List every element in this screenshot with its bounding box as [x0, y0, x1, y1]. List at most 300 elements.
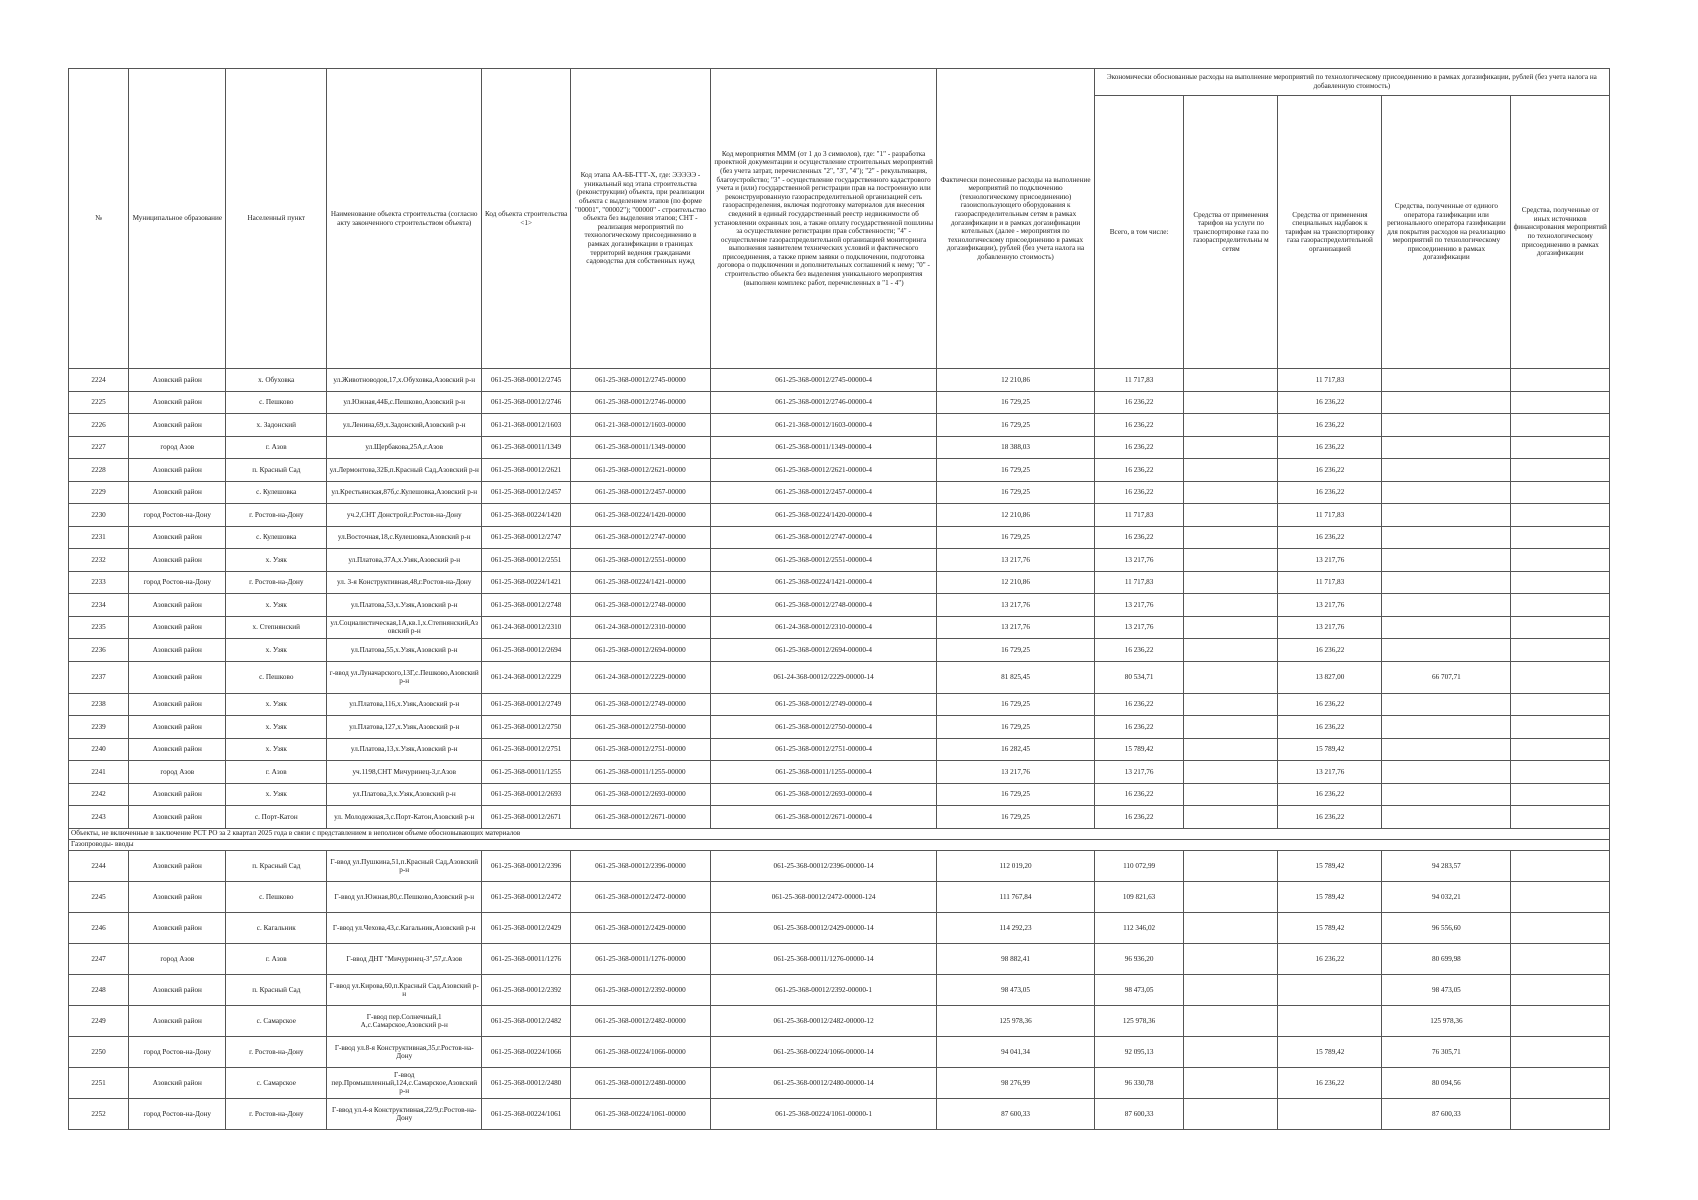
cell-object-code: 061-25-368-00012/2551	[482, 549, 571, 572]
cell-municipality: Азовский район	[129, 738, 226, 761]
cell-operator-funds	[1382, 693, 1511, 716]
cell-tariff-funds	[1184, 459, 1278, 482]
cell-tariff-funds	[1184, 716, 1278, 739]
cell-row-number: 2247	[69, 943, 129, 974]
cell-markup-funds: 16 236,22	[1278, 481, 1382, 504]
cell-operator-funds	[1382, 459, 1511, 482]
cell-object-code: 061-25-368-00012/2749	[482, 693, 571, 716]
cell-municipality: Азовский район	[129, 806, 226, 829]
cell-operator-funds: 87 600,33	[1382, 1098, 1511, 1129]
cell-object-code: 061-25-368-00012/2751	[482, 738, 571, 761]
cell-tariff-funds	[1184, 693, 1278, 716]
cell-event-code: 061-25-368-00011/1349-00000-4	[710, 436, 936, 459]
cell-total: 16 236,22	[1094, 716, 1184, 739]
cell-actual-costs: 12 210,86	[937, 369, 1094, 392]
cell-object-code: 061-25-368-00224/1066	[482, 1036, 571, 1067]
cell-stage-code: 061-25-368-00012/2746-00000	[570, 391, 710, 414]
cell-total: 11 717,83	[1094, 369, 1184, 392]
cell-actual-costs: 125 978,36	[937, 1005, 1094, 1036]
cell-tariff-funds	[1184, 738, 1278, 761]
cell-row-number: 2237	[69, 661, 129, 693]
col-stage-code-header: Код этапа АА-ББ-ГГГ-Х, где: ЭЭЭЭЭ - уникальный код этапа строительства (реконструкции) объекта, при реализации объекта с выделением этапов (по форме "00001", "00002"); "00000" - строительство объекта без выделения этапов; СНТ - реализация мероприятий по технологическому присоединению в рамках догазификации в границах территорий ведения гражданами садоводства для собственных нужд	[570, 69, 710, 369]
cell-stage-code: 061-24-368-00012/2310-00000	[570, 616, 710, 639]
cell-municipality: Азовский район	[129, 459, 226, 482]
cell-actual-costs: 16 729,25	[937, 639, 1094, 662]
cell-object-name: ул. Молодежная,3,с.Порт-Катон,Азовский р-н	[327, 806, 482, 829]
cell-other-funds	[1511, 661, 1610, 693]
cell-tariff-funds	[1184, 571, 1278, 594]
cell-total: 16 236,22	[1094, 783, 1184, 806]
table-row	[69, 881, 1610, 912]
cell-tariff-funds	[1184, 1067, 1278, 1098]
cell-municipality: город Азов	[129, 436, 226, 459]
cell-other-funds	[1511, 943, 1610, 974]
header-row-1	[69, 69, 1610, 96]
cell-municipality: Азовский район	[129, 414, 226, 437]
cell-object-name: ул.Платова,127,х.Узяк,Азовский р-н	[327, 716, 482, 739]
cell-operator-funds: 76 305,71	[1382, 1036, 1511, 1067]
cell-markup-funds: 13 827,00	[1278, 661, 1382, 693]
col-no-header: №	[69, 69, 129, 369]
cell-object-code: 061-25-368-00012/2745	[482, 369, 571, 392]
cell-stage-code: 061-25-368-00012/2748-00000	[570, 594, 710, 617]
cell-object-name: Г-ввод ул.Чехова,43,с.Кагальник,Азовский р-н	[327, 912, 482, 943]
cell-settlement: с. Самарское	[226, 1067, 327, 1098]
cell-object-code: 061-25-368-00012/2429	[482, 912, 571, 943]
cell-object-name: ул. 3-я Конструктивная,48,г.Ростов-на-Дону	[327, 571, 482, 594]
cell-object-name: ул.Южная,44Б,с.Пешково,Азовский р-н	[327, 391, 482, 414]
cell-total: 13 217,76	[1094, 594, 1184, 617]
cell-tariff-funds	[1184, 526, 1278, 549]
cell-operator-funds: 80 699,98	[1382, 943, 1511, 974]
cell-markup-funds: 11 717,83	[1278, 571, 1382, 594]
cell-municipality: Азовский район	[129, 594, 226, 617]
cell-total: 16 236,22	[1094, 414, 1184, 437]
cell-stage-code: 061-25-368-00012/2750-00000	[570, 716, 710, 739]
cell-stage-code: 061-25-368-00012/2747-00000	[570, 526, 710, 549]
cell-tariff-funds	[1184, 504, 1278, 527]
cell-other-funds	[1511, 1067, 1610, 1098]
cell-settlement: г. Азов	[226, 943, 327, 974]
cell-row-number: 2252	[69, 1098, 129, 1129]
cell-object-name: уч.1198,СНТ Мичуринец-3,г.Азов	[327, 761, 482, 784]
cell-actual-costs: 13 217,76	[937, 761, 1094, 784]
cell-municipality: Азовский район	[129, 974, 226, 1005]
cell-total: 13 217,76	[1094, 549, 1184, 572]
cell-row-number: 2227	[69, 436, 129, 459]
cell-tariff-funds	[1184, 850, 1278, 881]
cell-markup-funds: 15 789,42	[1278, 850, 1382, 881]
cell-settlement: п. Красный Сад	[226, 974, 327, 1005]
cell-row-number: 2226	[69, 414, 129, 437]
cell-settlement: с. Самарское	[226, 1005, 327, 1036]
cell-municipality: Азовский район	[129, 716, 226, 739]
cell-settlement: х. Узяк	[226, 738, 327, 761]
cell-object-name: Г-ввод ул.8-я Конструктивная,35,г.Ростов-на-Дону	[327, 1036, 482, 1067]
cell-municipality: город Ростов-на-Дону	[129, 1098, 226, 1129]
table-row	[69, 504, 1610, 527]
cell-object-code: 061-25-368-00012/2746	[482, 391, 571, 414]
cell-municipality: Азовский район	[129, 850, 226, 881]
cell-other-funds	[1511, 693, 1610, 716]
cell-municipality: Азовский район	[129, 693, 226, 716]
cell-event-code: 061-25-368-00224/1061-00000-1	[710, 1098, 936, 1129]
cell-municipality: город Ростов-на-Дону	[129, 1036, 226, 1067]
cell-operator-funds	[1382, 549, 1511, 572]
col-municipality-header: Муниципальное образование	[129, 69, 226, 369]
cell-settlement: с. Кулешовка	[226, 526, 327, 549]
cell-municipality: Азовский район	[129, 526, 226, 549]
document-sheet	[68, 68, 1610, 1130]
cell-actual-costs: 13 217,76	[937, 594, 1094, 617]
cell-stage-code: 061-25-368-00224/1061-00000	[570, 1098, 710, 1129]
cell-operator-funds	[1382, 594, 1511, 617]
cell-other-funds	[1511, 1098, 1610, 1129]
cell-tariff-funds	[1184, 1005, 1278, 1036]
cell-markup-funds: 13 217,76	[1278, 616, 1382, 639]
cell-operator-funds	[1382, 526, 1511, 549]
cell-settlement: с. Порт-Катон	[226, 806, 327, 829]
cell-municipality: город Ростов-на-Дону	[129, 504, 226, 527]
cell-actual-costs: 13 217,76	[937, 549, 1094, 572]
cell-other-funds	[1511, 414, 1610, 437]
cell-event-code: 061-25-368-00012/2482-00000-12	[710, 1005, 936, 1036]
cell-event-code: 061-25-368-00012/2749-00000-4	[710, 693, 936, 716]
rows-section-b	[69, 850, 1610, 1129]
cell-object-name: Г-ввод ул.4-я Конструктивная,22/9,г.Ростов-на-Дону	[327, 1098, 482, 1129]
cell-stage-code: 061-25-368-00012/2392-00000	[570, 974, 710, 1005]
cell-total: 80 534,71	[1094, 661, 1184, 693]
cell-actual-costs: 114 292,23	[937, 912, 1094, 943]
cell-markup-funds: 15 789,42	[1278, 738, 1382, 761]
cell-object-code: 061-25-368-00011/1349	[482, 436, 571, 459]
table-row	[69, 616, 1610, 639]
cell-other-funds	[1511, 761, 1610, 784]
cell-stage-code: 061-25-368-00012/2429-00000	[570, 912, 710, 943]
cell-markup-funds: 16 236,22	[1278, 391, 1382, 414]
cell-total: 16 236,22	[1094, 436, 1184, 459]
cell-operator-funds	[1382, 571, 1511, 594]
cell-municipality: Азовский район	[129, 1067, 226, 1098]
cell-markup-funds: 16 236,22	[1278, 783, 1382, 806]
cell-event-code: 061-25-368-00012/2396-00000-14	[710, 850, 936, 881]
table-row	[69, 1098, 1610, 1129]
cell-total: 109 821,63	[1094, 881, 1184, 912]
cell-other-funds	[1511, 639, 1610, 662]
cell-row-number: 2250	[69, 1036, 129, 1067]
cell-event-code: 061-25-368-00224/1420-00000-4	[710, 504, 936, 527]
cell-other-funds	[1511, 436, 1610, 459]
table-row	[69, 716, 1610, 739]
cell-actual-costs: 16 729,25	[937, 459, 1094, 482]
cell-tariff-funds	[1184, 783, 1278, 806]
cell-settlement: х. Узяк	[226, 693, 327, 716]
cell-operator-funds	[1382, 616, 1511, 639]
cell-settlement: х. Узяк	[226, 716, 327, 739]
cell-municipality: Азовский район	[129, 783, 226, 806]
cell-settlement: г. Азов	[226, 761, 327, 784]
cell-object-name: ул.Платова,3,х.Узяк,Азовский р-н	[327, 783, 482, 806]
cell-total: 16 236,22	[1094, 526, 1184, 549]
cell-object-name: ул.Платова,13,х.Узяк,Азовский р-н	[327, 738, 482, 761]
cell-actual-costs: 94 041,34	[937, 1036, 1094, 1067]
cell-actual-costs: 16 729,25	[937, 783, 1094, 806]
cell-operator-funds: 80 094,56	[1382, 1067, 1511, 1098]
cell-stage-code: 061-21-368-00012/1603-00000	[570, 414, 710, 437]
cell-object-code: 061-24-368-00012/2229	[482, 661, 571, 693]
cell-other-funds	[1511, 549, 1610, 572]
cell-actual-costs: 111 767,84	[937, 881, 1094, 912]
table-row	[69, 594, 1610, 617]
cell-other-funds	[1511, 1005, 1610, 1036]
cell-event-code: 061-21-368-00012/1603-00000-4	[710, 414, 936, 437]
cell-event-code: 061-25-368-00012/2748-00000-4	[710, 594, 936, 617]
cell-other-funds	[1511, 974, 1610, 1005]
cell-stage-code: 061-25-368-00012/2480-00000	[570, 1067, 710, 1098]
cell-object-code: 061-25-368-00011/1276	[482, 943, 571, 974]
cell-tariff-funds	[1184, 912, 1278, 943]
cell-actual-costs: 87 600,33	[937, 1098, 1094, 1129]
cell-object-code: 061-25-368-00012/2472	[482, 881, 571, 912]
cell-operator-funds	[1382, 639, 1511, 662]
cell-markup-funds: 16 236,22	[1278, 806, 1382, 829]
col-actual-costs-header: Фактически понесенные расходы на выполнение мероприятий по подключению (технологическому присоединению) газоиспользующего оборудования к газораспределительным сетям в рамках догазификации и в рамках догазификации котельных (далее - мероприятия по технологическому присоединению в рамках догазификации), рублей (без учета налога на добавленную стоимость)	[937, 69, 1094, 369]
cell-row-number: 2248	[69, 974, 129, 1005]
cell-markup-funds: 15 789,42	[1278, 881, 1382, 912]
cell-tariff-funds	[1184, 549, 1278, 572]
cell-event-code: 061-25-368-00224/1421-00000-4	[710, 571, 936, 594]
cell-other-funds	[1511, 526, 1610, 549]
cell-municipality: Азовский район	[129, 391, 226, 414]
table-row	[69, 1005, 1610, 1036]
cell-row-number: 2242	[69, 783, 129, 806]
notes-section	[69, 828, 1610, 850]
cell-row-number: 2246	[69, 912, 129, 943]
cell-stage-code: 061-25-368-00224/1420-00000	[570, 504, 710, 527]
cell-total: 16 236,22	[1094, 481, 1184, 504]
cell-total: 110 072,99	[1094, 850, 1184, 881]
cell-object-code: 061-25-368-00224/1420	[482, 504, 571, 527]
cell-stage-code: 061-25-368-00011/1255-00000	[570, 761, 710, 784]
cell-stage-code: 061-25-368-00012/2457-00000	[570, 481, 710, 504]
cell-tariff-funds	[1184, 436, 1278, 459]
cell-markup-funds: 11 717,83	[1278, 369, 1382, 392]
cell-stage-code: 061-25-368-00012/2396-00000	[570, 850, 710, 881]
col-operator-header: Средства, полученные от единого оператора газификации или регионального оператора газификации для покрытия расходов на реализацию мероприятий по технологическому присоединению в рамках догазификации	[1382, 96, 1511, 369]
cell-settlement: п. Красный Сад	[226, 850, 327, 881]
cell-operator-funds: 94 283,57	[1382, 850, 1511, 881]
cell-operator-funds: 94 032,21	[1382, 881, 1511, 912]
table-row	[69, 661, 1610, 693]
cell-row-number: 2225	[69, 391, 129, 414]
cell-municipality: город Ростов-на-Дону	[129, 571, 226, 594]
cell-tariff-funds	[1184, 881, 1278, 912]
cell-total: 16 236,22	[1094, 391, 1184, 414]
cell-tariff-funds	[1184, 943, 1278, 974]
cell-stage-code: 061-25-368-00012/2621-00000	[570, 459, 710, 482]
cell-other-funds	[1511, 1036, 1610, 1067]
cell-object-code: 061-25-368-00012/2693	[482, 783, 571, 806]
table-row	[69, 436, 1610, 459]
cell-actual-costs: 81 825,45	[937, 661, 1094, 693]
cell-actual-costs: 16 729,25	[937, 414, 1094, 437]
table-row	[69, 761, 1610, 784]
cell-row-number: 2240	[69, 738, 129, 761]
cell-actual-costs: 16 729,25	[937, 806, 1094, 829]
cell-other-funds	[1511, 459, 1610, 482]
cell-operator-funds	[1382, 391, 1511, 414]
cell-object-code: 061-25-368-00012/2621	[482, 459, 571, 482]
cell-event-code: 061-25-368-00012/2751-00000-4	[710, 738, 936, 761]
col-object-code-header: Код объекта строительства <1>	[482, 69, 571, 369]
cell-tariff-funds	[1184, 1036, 1278, 1067]
cell-municipality: город Азов	[129, 761, 226, 784]
cell-markup-funds: 16 236,22	[1278, 436, 1382, 459]
cell-other-funds	[1511, 783, 1610, 806]
cell-row-number: 2235	[69, 616, 129, 639]
cell-object-code: 061-25-368-00012/2748	[482, 594, 571, 617]
cell-total: 11 717,83	[1094, 504, 1184, 527]
cell-row-number: 2238	[69, 693, 129, 716]
cell-event-code: 061-25-368-00011/1276-00000-14	[710, 943, 936, 974]
cell-object-name: ул.Платова,37А,х.Узяк,Азовский р-н	[327, 549, 482, 572]
cell-row-number: 2230	[69, 504, 129, 527]
cell-markup-funds: 16 236,22	[1278, 693, 1382, 716]
cell-markup-funds: 16 236,22	[1278, 639, 1382, 662]
cell-other-funds	[1511, 481, 1610, 504]
cell-municipality: Азовский район	[129, 369, 226, 392]
cell-event-code: 061-25-368-00012/2747-00000-4	[710, 526, 936, 549]
cell-municipality: Азовский район	[129, 881, 226, 912]
cell-stage-code: 061-24-368-00012/2229-00000	[570, 661, 710, 693]
cell-settlement: х. Узяк	[226, 639, 327, 662]
cell-total: 11 717,83	[1094, 571, 1184, 594]
table-row	[69, 571, 1610, 594]
cell-event-code: 061-24-368-00012/2229-00000-14	[710, 661, 936, 693]
table-row	[69, 549, 1610, 572]
table-row	[69, 912, 1610, 943]
cell-other-funds	[1511, 738, 1610, 761]
cell-operator-funds	[1382, 783, 1511, 806]
cell-tariff-funds	[1184, 1098, 1278, 1129]
cell-tariff-funds	[1184, 594, 1278, 617]
cell-row-number: 2232	[69, 549, 129, 572]
cell-tariff-funds	[1184, 369, 1278, 392]
cell-event-code: 061-25-368-00012/2429-00000-14	[710, 912, 936, 943]
cell-total: 112 346,02	[1094, 912, 1184, 943]
col-other-header: Средства, полученные от иных источников финансирования мероприятий по технологическому присоединению в рамках догазификации	[1511, 96, 1610, 369]
cell-operator-funds: 66 707,71	[1382, 661, 1511, 693]
cell-actual-costs: 16 729,25	[937, 526, 1094, 549]
cell-municipality: Азовский район	[129, 616, 226, 639]
cell-settlement: х. Узяк	[226, 783, 327, 806]
cell-stage-code: 061-25-368-00012/2694-00000	[570, 639, 710, 662]
note-excluded-blank	[937, 828, 1610, 839]
cell-object-name: Г-ввод пер.Промышленный,124,с.Самарское,Азовский р-н	[327, 1067, 482, 1098]
cell-other-funds	[1511, 850, 1610, 881]
cell-stage-code: 061-25-368-00012/2751-00000	[570, 738, 710, 761]
cell-object-code: 061-25-368-00012/2750	[482, 716, 571, 739]
cell-total: 96 936,20	[1094, 943, 1184, 974]
rows-section-a	[69, 369, 1610, 829]
cell-object-name: Г-ввод ул.Кирова,60,п.Красный Сад,Азовский р-н	[327, 974, 482, 1005]
cell-actual-costs: 16 729,25	[937, 391, 1094, 414]
cell-actual-costs: 98 882,41	[937, 943, 1094, 974]
cell-row-number: 2239	[69, 716, 129, 739]
cell-other-funds	[1511, 391, 1610, 414]
cell-operator-funds	[1382, 716, 1511, 739]
cell-municipality: Азовский район	[129, 661, 226, 693]
cell-markup-funds: 13 217,76	[1278, 761, 1382, 784]
cell-event-code: 061-25-368-00012/2693-00000-4	[710, 783, 936, 806]
cell-object-code: 061-25-368-00012/2747	[482, 526, 571, 549]
cell-row-number: 2249	[69, 1005, 129, 1036]
cell-other-funds	[1511, 369, 1610, 392]
cell-markup-funds	[1278, 974, 1382, 1005]
cell-settlement: г. Ростов-на-Дону	[226, 1036, 327, 1067]
cell-settlement: с. Пешково	[226, 661, 327, 693]
cell-tariff-funds	[1184, 974, 1278, 1005]
cell-object-code: 061-25-368-00012/2671	[482, 806, 571, 829]
cell-markup-funds: 16 236,22	[1278, 716, 1382, 739]
cell-other-funds	[1511, 716, 1610, 739]
cell-object-code: 061-25-368-00012/2396	[482, 850, 571, 881]
cell-settlement: п. Красный Сад	[226, 459, 327, 482]
cell-operator-funds	[1382, 369, 1511, 392]
table-row	[69, 806, 1610, 829]
cell-total: 16 236,22	[1094, 639, 1184, 662]
table-row	[69, 459, 1610, 482]
cell-markup-funds	[1278, 1098, 1382, 1129]
table-row	[69, 414, 1610, 437]
cell-settlement: х. Степнянский	[226, 616, 327, 639]
gasification-costs-table	[68, 68, 1610, 1130]
cell-municipality: Азовский район	[129, 549, 226, 572]
cell-operator-funds	[1382, 738, 1511, 761]
cell-object-name: ул.Платова,53,х.Узяк,Азовский р-н	[327, 594, 482, 617]
cell-markup-funds: 16 236,22	[1278, 1067, 1382, 1098]
cell-settlement: х. Обуховка	[226, 369, 327, 392]
table-row	[69, 693, 1610, 716]
note-row-pipes	[69, 839, 1610, 850]
cell-operator-funds: 125 978,36	[1382, 1005, 1511, 1036]
cell-event-code: 061-25-368-00012/2621-00000-4	[710, 459, 936, 482]
cell-other-funds	[1511, 504, 1610, 527]
cell-stage-code: 061-25-368-00012/2482-00000	[570, 1005, 710, 1036]
cell-settlement: х. Задонский	[226, 414, 327, 437]
cell-actual-costs: 98 276,99	[937, 1067, 1094, 1098]
cell-object-name: ул.Крестьянская,87б,с.Кулешовка,Азовский р-н	[327, 481, 482, 504]
cell-actual-costs: 16 729,25	[937, 693, 1094, 716]
cell-total: 16 236,22	[1094, 459, 1184, 482]
cell-actual-costs: 16 729,25	[937, 716, 1094, 739]
col-total-header: Всего, в том числе:	[1094, 96, 1184, 369]
cell-total: 92 095,13	[1094, 1036, 1184, 1067]
cell-operator-funds: 96 556,60	[1382, 912, 1511, 943]
table-row	[69, 391, 1610, 414]
cell-event-code: 061-25-368-00011/1255-00000-4	[710, 761, 936, 784]
col-object-name-header: Наименование объекта строительства (согласно акту законченного строительством объекта)	[327, 69, 482, 369]
cell-other-funds	[1511, 616, 1610, 639]
cell-operator-funds	[1382, 504, 1511, 527]
cell-actual-costs: 16 729,25	[937, 481, 1094, 504]
cell-row-number: 2241	[69, 761, 129, 784]
cell-other-funds	[1511, 594, 1610, 617]
cell-event-code: 061-24-368-00012/2310-00000-4	[710, 616, 936, 639]
cell-row-number: 2231	[69, 526, 129, 549]
cell-total: 87 600,33	[1094, 1098, 1184, 1129]
cell-markup-funds: 16 236,22	[1278, 943, 1382, 974]
